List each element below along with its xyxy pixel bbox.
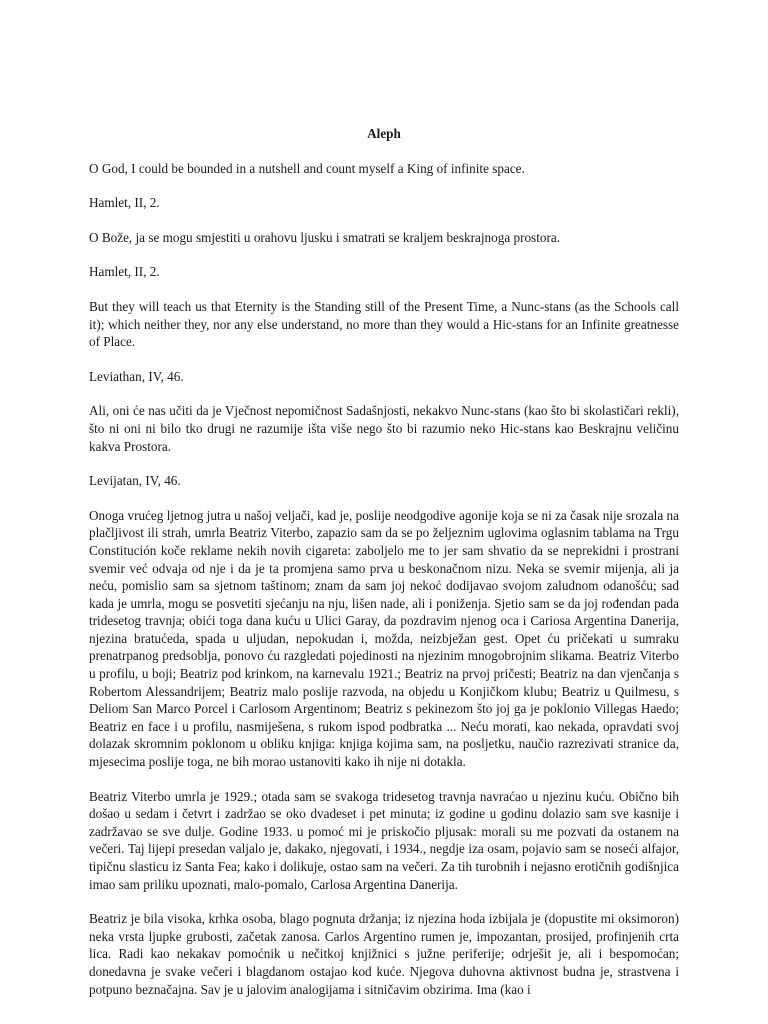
epigraph-translation: O Bože, ja se mogu smjestiti u orahovu ljusku i smatrati se kraljem beskrajnoga prostora. [89, 229, 560, 245]
document-title: Aleph [367, 126, 401, 141]
epigraph-english: O God, I could be bounded in a nutshell and count myself a King of infinite space. [89, 160, 525, 176]
body-paragraph: Beatriz je bila visoka, krhka osoba, blago pognuta držanja; iz njezina hoda izbijala je (dopustite mi oksimoron) neka vrsta ljupke grubosti, začetak zanosa. Carlos Argentino rumen je, impozantan, prosijed, profinjenih crta lica. Radi kao nekakav pomoćnik u nečitkoj knjižnici s južne periferije; odrješit je, ali i bespomoćan; donedavna je svake večeri i blagdanom ostajao kod kuće. Njegova duhovna aktivnost budna je, strastvena i potpuno beznačajna. Sav je u jalovim analogijama i sitničavim obzirima. Ima (kao i [89, 911, 679, 997]
body-paragraph: Beatriz Viterbo umrla je 1929.; otada sam se svakoga tridesetog travnja navraćao u njezinu kuću. Obično bih došao u sedam i četvrt i zadržao se oko dvadeset i pet minuta; iz godine u godinu dolazio sam sve kasnije i zadržavao se sve dulje. Godine 1933. u pomoć mi je priskočio pljusak: morali su me pozvati da ostanem na večeri. Taj lijepi presedan valjalo je, dakako, njegovati, i 1934., negdje iza osam, pojavio sam se noseći alfajor, tipičnu slasticu iz Santa Fea; kako i dolikuje, ostao sam na večeri. Za tih turobnih i nejasno erotičnih godišnjica imao sam priliku upoznati, malo-pomalo, Carlosa Argentina Danerija. [89, 788, 679, 892]
epigraph-english: But they will teach us that Eternity is the Standing still of the Present Time, a Nunc-stans (as the Schools call it); which neither they, nor any else understand, no more than they would a Hic-stans for an Infinite greatnesse of Place. [89, 298, 679, 350]
epigraph-translation: Ali, oni će nas učiti da je Vječnost nepomičnost Sadašnjosti, nekakvo Nunc-stans (kao što bi skolastičari rekli), što ni oni ni bilo tko drugi ne razumije išta više nego što bi razumio neko Hic-stans kao Beskrajnu veličinu kakva Prostora. [89, 403, 679, 454]
epigraph-source: Hamlet, II, 2. [89, 264, 160, 280]
epigraph-source: Levijatan, IV, 46. [89, 473, 181, 489]
epigraph-source: Hamlet, II, 2. [89, 195, 160, 211]
body-paragraph: Onoga vrućeg ljetnog jutra u našoj veljači, kad je, poslije neodgodive agonije koja se ni za časak nije srozala na plačljivost ili strah, umrla Beatriz Viterbo, zapazio sam da se po željeznim uglovima oglasnim tablama na Trgu Constitución koče reklame nekih novih cigareta: zaboljelo me to jer sam shvatio da se neprekidni i prostrani svemir već odvaja od nje i da je ta promjena samo prva u beskonačnom nizu. Neka se svemir mijenja, ali ja neću, pomislio sam sa sjetnom taštinom; znam da sam joj nekoć dodijavao svojom zaludnom odanošću; sad kada je umrla, mogu se posvetiti sjećanju na nju, lišen nade, ali i poniženja. Sjetio sam se da joj rođendan pada tridesetog travnja; obići toga dana kuću u Ulici Garay, da pozdravim njenog oca i Cariosa Argentina Danerija, njezina bratućeda, spada u uljudan, nepokudan i, možda, neizbježan gest. Opet ću pričekati u sumraku prenatrpanog predsoblja, ponovo ću razgledati pojedinosti na njezinim mnogobrojnim slikama. Beatriz Viterbo u profilu, u boji; Beatriz pod krinkom, na karnevalu 1921.; Beatriz na prvoj pričesti; Beatriz na dan vjenčanja s Robertom Alessandrijem; Beatriz malo poslije razvoda, na objedu u Konjičkom klubu; Beatriz u Quilmesu, s Deliom San Marco Porcel i Carlosom Argentinom; Beatriz s pekinezom što joj ga je poklonio Villegas Haedo; Beatriz en face i u profilu, nasmiješena, s rukom ispod podbratka ... Neću morati, kao nekada, opravdati svoj dolazak skromnim poklonom u obliku knjiga: knjiga kojima sam, na posljetku, naučio razrezivati stranice da, mjesecima poslije toga, ne bih morao ustanoviti kako ih nije ni dotakla. [89, 507, 679, 770]
epigraph-source: Leviathan, IV, 46. [89, 368, 184, 384]
document-page [89, 125, 679, 1015]
